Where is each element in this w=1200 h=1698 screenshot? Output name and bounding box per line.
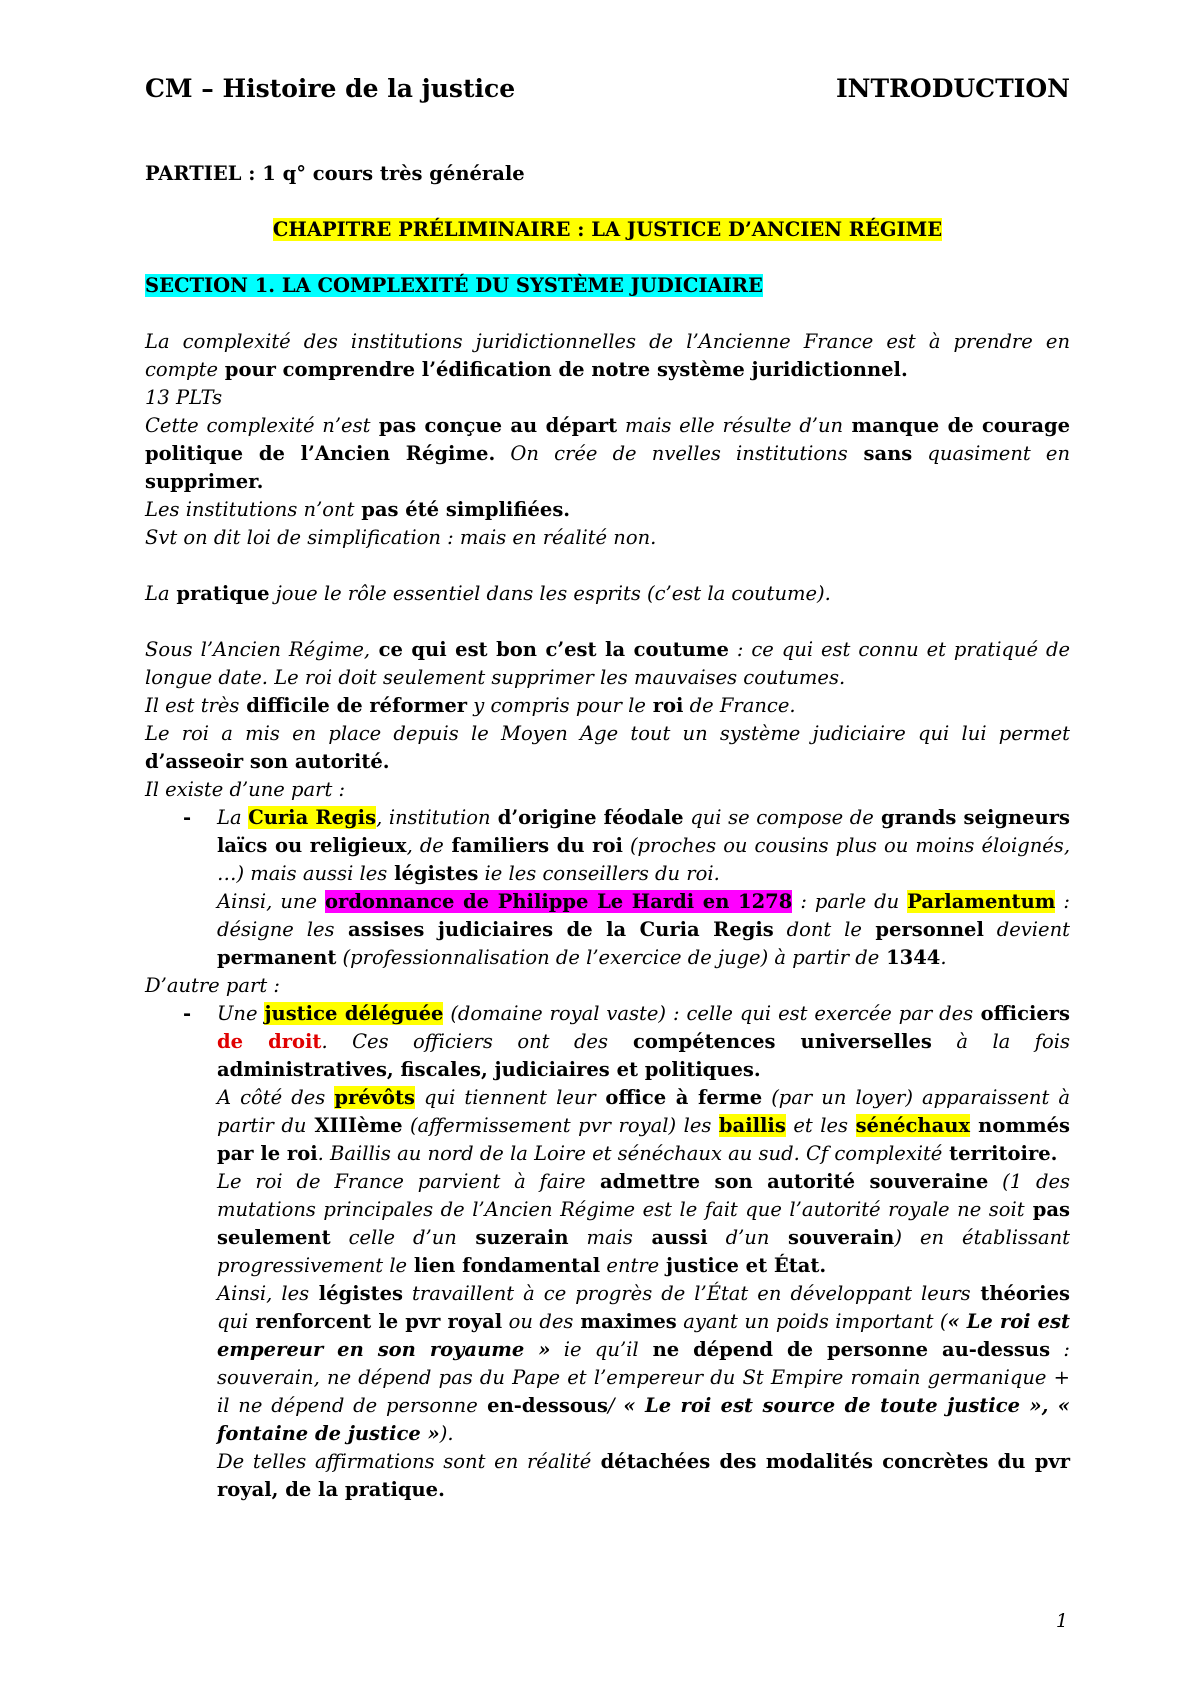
paragraph-4: Svt on dit loi de simplification : mais en réalité non.: [145, 526, 657, 549]
text-run: ordonnance de Philippe Le Hardi en 1278: [325, 890, 793, 913]
paragraph-3: [145, 496, 1070, 524]
text-run: légistes: [387, 862, 479, 885]
text-run: A côté des: [217, 1086, 335, 1109]
text-run: administratives, fiscales, judiciaires et politiques.: [217, 1058, 761, 1081]
text-run: permanent: [217, 946, 337, 969]
text-run: ) en établissant progressivement le: [217, 1226, 1071, 1277]
paragraph-2: [145, 412, 1070, 496]
paragraph-10: D’autre part :: [145, 974, 280, 997]
text-run: ie qu’il: [550, 1338, 639, 1361]
text-run: en-dessous: [477, 1394, 609, 1417]
text-run: De telles affirmations sont en réalité: [217, 1450, 592, 1473]
text-run: mais: [568, 1226, 633, 1249]
bullet-curia-regis: [145, 804, 1070, 972]
document-body: [145, 160, 1070, 1504]
header-course-title: CM – Histoire de la justice: [145, 74, 516, 103]
text-run: On crée de nvelles institutions: [495, 442, 848, 465]
text-run: : ce qui est connu et pratiqué de longue date. Le roi doit seulement supprimer les mauvaises coutumes.: [145, 638, 1070, 689]
text-run: Le roi de France parvient à faire: [217, 1170, 586, 1193]
text-run: Ainsi, les: [217, 1282, 310, 1305]
text-run: justice déléguée: [264, 1002, 444, 1025]
text-run: grands seigneurs laïcs ou religieux: [217, 806, 1071, 857]
text-run: pas conçue au départ: [370, 414, 618, 437]
text-run: qui tiennent leur: [414, 1086, 596, 1109]
text-run: détachées des modalités concrètes du pvr royal, de la pratique.: [217, 1450, 1070, 1501]
paragraph-9: Il existe d’une part :: [145, 778, 346, 801]
partiel-note: PARTIEL : 1 q° cours très générale: [145, 162, 525, 185]
text-run: . Baillis au nord de la Loire et sénéchaux au sud. Cf complexité: [317, 1142, 943, 1165]
text-run: ).: [439, 1422, 454, 1445]
text-run: Sous l’Ancien Régime,: [145, 638, 371, 661]
text-run: qui: [217, 1310, 249, 1333]
text-run: Les institutions n’ont: [145, 498, 355, 521]
paragraph-5: [145, 580, 1070, 608]
bullet-dash: -: [183, 1002, 192, 1025]
text-run: office à ferme: [595, 1086, 763, 1109]
text-run: nommés par le roi: [217, 1114, 1071, 1165]
text-run: compétences universelles: [607, 1030, 932, 1053]
section-title: [145, 272, 1070, 300]
text-run: justice et État.: [659, 1254, 827, 1277]
bullet-dash: -: [183, 806, 192, 829]
text-run: suzerain: [456, 1226, 569, 1249]
text-run: ou des: [502, 1310, 574, 1333]
text-run: d’un: [707, 1226, 770, 1249]
bullet-justice-deleguee: [145, 1000, 1070, 1504]
text-run: mais elle résulte d’un: [617, 414, 844, 437]
text-run: qui se compose de: [683, 806, 874, 829]
text-run: roi: [645, 694, 684, 717]
paragraph-7: [145, 692, 1070, 720]
text-run: /: [608, 1394, 624, 1417]
text-run: : souverain, ne dépend pas du Pape et l’empereur du St Empire romain germanique + il ne dépend de personne: [217, 1338, 1070, 1417]
text-run: , de: [406, 834, 444, 857]
text-run: joue le rôle essentiel dans les esprits (c’est la coutume).: [269, 582, 831, 605]
text-run: manque de courage politique de l’Ancien Régime.: [145, 414, 1071, 465]
page-header: [145, 74, 1070, 103]
text-run: Il est très: [145, 694, 240, 717]
text-run: supprimer.: [145, 470, 264, 493]
text-run: : désigne les: [217, 890, 1070, 941]
text-run: d’origine féodale: [490, 806, 684, 829]
text-run: La: [217, 806, 249, 829]
text-run: théories: [970, 1282, 1070, 1305]
text-run: difficile de réformer: [239, 694, 468, 717]
text-run: entre: [600, 1254, 660, 1277]
text-run: (professionnalisation de l’exercice de juge) à partir de: [336, 946, 880, 969]
text-run: ne dépend de personne au-dessus: [638, 1338, 1051, 1361]
text-run: dont le: [773, 918, 862, 941]
text-run: quasiment en: [912, 442, 1071, 465]
text-run: (proches ou cousins plus ou moins éloignés, …) mais aussi les: [217, 834, 1071, 885]
text-run: Parlamentum: [907, 890, 1056, 913]
text-run: baillis: [718, 1114, 786, 1137]
text-run: pour comprendre l’édification de notre système juridictionnel.: [218, 358, 908, 381]
text-run: devient: [983, 918, 1070, 941]
paragraph-8: [145, 720, 1070, 776]
text-run: XIIIème: [306, 1114, 403, 1137]
text-run: ayant un poids important (: [676, 1310, 948, 1333]
text-run: Une: [217, 1002, 265, 1025]
text-run: celle d’un: [330, 1226, 457, 1249]
text-run: renforcent le pvr royal: [248, 1310, 503, 1333]
paragraph-6: [145, 636, 1070, 692]
text-run: , institution: [376, 806, 491, 829]
text-run: lien fondamental: [407, 1254, 601, 1277]
text-run: à la fois: [931, 1030, 1070, 1053]
chapter-title: [145, 216, 1070, 244]
text-run: sans: [847, 442, 913, 465]
text-run: « Le roi est source de toute justice », « fontaine de justice »: [217, 1394, 1070, 1445]
text-run: y compris pour le: [467, 694, 646, 717]
text-run: La complexité des institutions juridictionnelles de l’Ancienne France est à prendre en compte: [145, 330, 1070, 381]
text-run: territoire.: [942, 1142, 1058, 1165]
text-run: d’asseoir son autorité.: [145, 750, 390, 773]
paragraph-1: [145, 328, 1070, 384]
chapter-title-text: CHAPITRE PRÉLIMINAIRE : LA JUSTICE D’ANCIEN RÉGIME: [272, 218, 943, 241]
text-run: (1 des mutations principales de l’Ancien Régime est le fait que l’autorité royale ne soit: [217, 1170, 1070, 1221]
text-run: (par un loyer) apparaissent à partir du: [217, 1086, 1071, 1137]
section-title-text: SECTION 1. LA COMPLEXITÉ DU SYSTÈME JUDICIAIRE: [145, 274, 763, 297]
plts-note: 13 PLTs: [145, 386, 223, 409]
text-run: et les: [785, 1114, 856, 1137]
text-run: pratique: [169, 582, 270, 605]
text-run: Le roi a mis en place depuis le Moyen Age tout un système judiciaire qui lui permet: [145, 722, 1070, 745]
text-run: . Ces officiers ont des: [321, 1030, 608, 1053]
text-run: sénéchaux: [855, 1114, 971, 1137]
text-run: légistes: [309, 1282, 403, 1305]
text-run: « Le roi est empereur en son royaume »: [217, 1310, 1070, 1361]
text-run: maximes: [573, 1310, 677, 1333]
text-run: La: [145, 582, 170, 605]
page-number: 1: [1055, 1610, 1068, 1632]
text-run: aussi: [632, 1226, 708, 1249]
text-run: (affermissement pvr royal) les: [402, 1114, 719, 1137]
text-run: personnel: [861, 918, 984, 941]
text-run: souverain: [769, 1226, 895, 1249]
text-run: admettre son autorité souveraine: [585, 1170, 989, 1193]
text-run: .: [940, 946, 947, 969]
text-run: de France.: [683, 694, 796, 717]
header-section-label: INTRODUCTION: [835, 74, 1070, 103]
text-run: ie les conseillers du roi.: [478, 862, 720, 885]
text-run: : parle du: [792, 890, 908, 913]
text-run: ce qui est bon c’est la coutume: [370, 638, 729, 661]
text-run: travaillent à ce progrès de l’État en développant leurs: [403, 1282, 971, 1305]
text-run: (domaine royal vaste) : celle qui est exercée par des: [443, 1002, 974, 1025]
text-run: Ainsi, une: [217, 890, 326, 913]
text-run: prévôts: [334, 1086, 415, 1109]
text-run: officiers: [973, 1002, 1071, 1025]
text-run: assises judiciaires de la Curia Regis: [334, 918, 774, 941]
text-run: Curia Regis: [248, 806, 377, 829]
text-run: pas seulement: [217, 1198, 1070, 1249]
text-run: pas été simplifiées.: [354, 498, 571, 521]
text-run: familiers du roi: [443, 834, 623, 857]
text-run: 1344: [879, 946, 941, 969]
text-run: de droit: [217, 1030, 322, 1053]
text-run: Cette complexité n’est: [145, 414, 371, 437]
